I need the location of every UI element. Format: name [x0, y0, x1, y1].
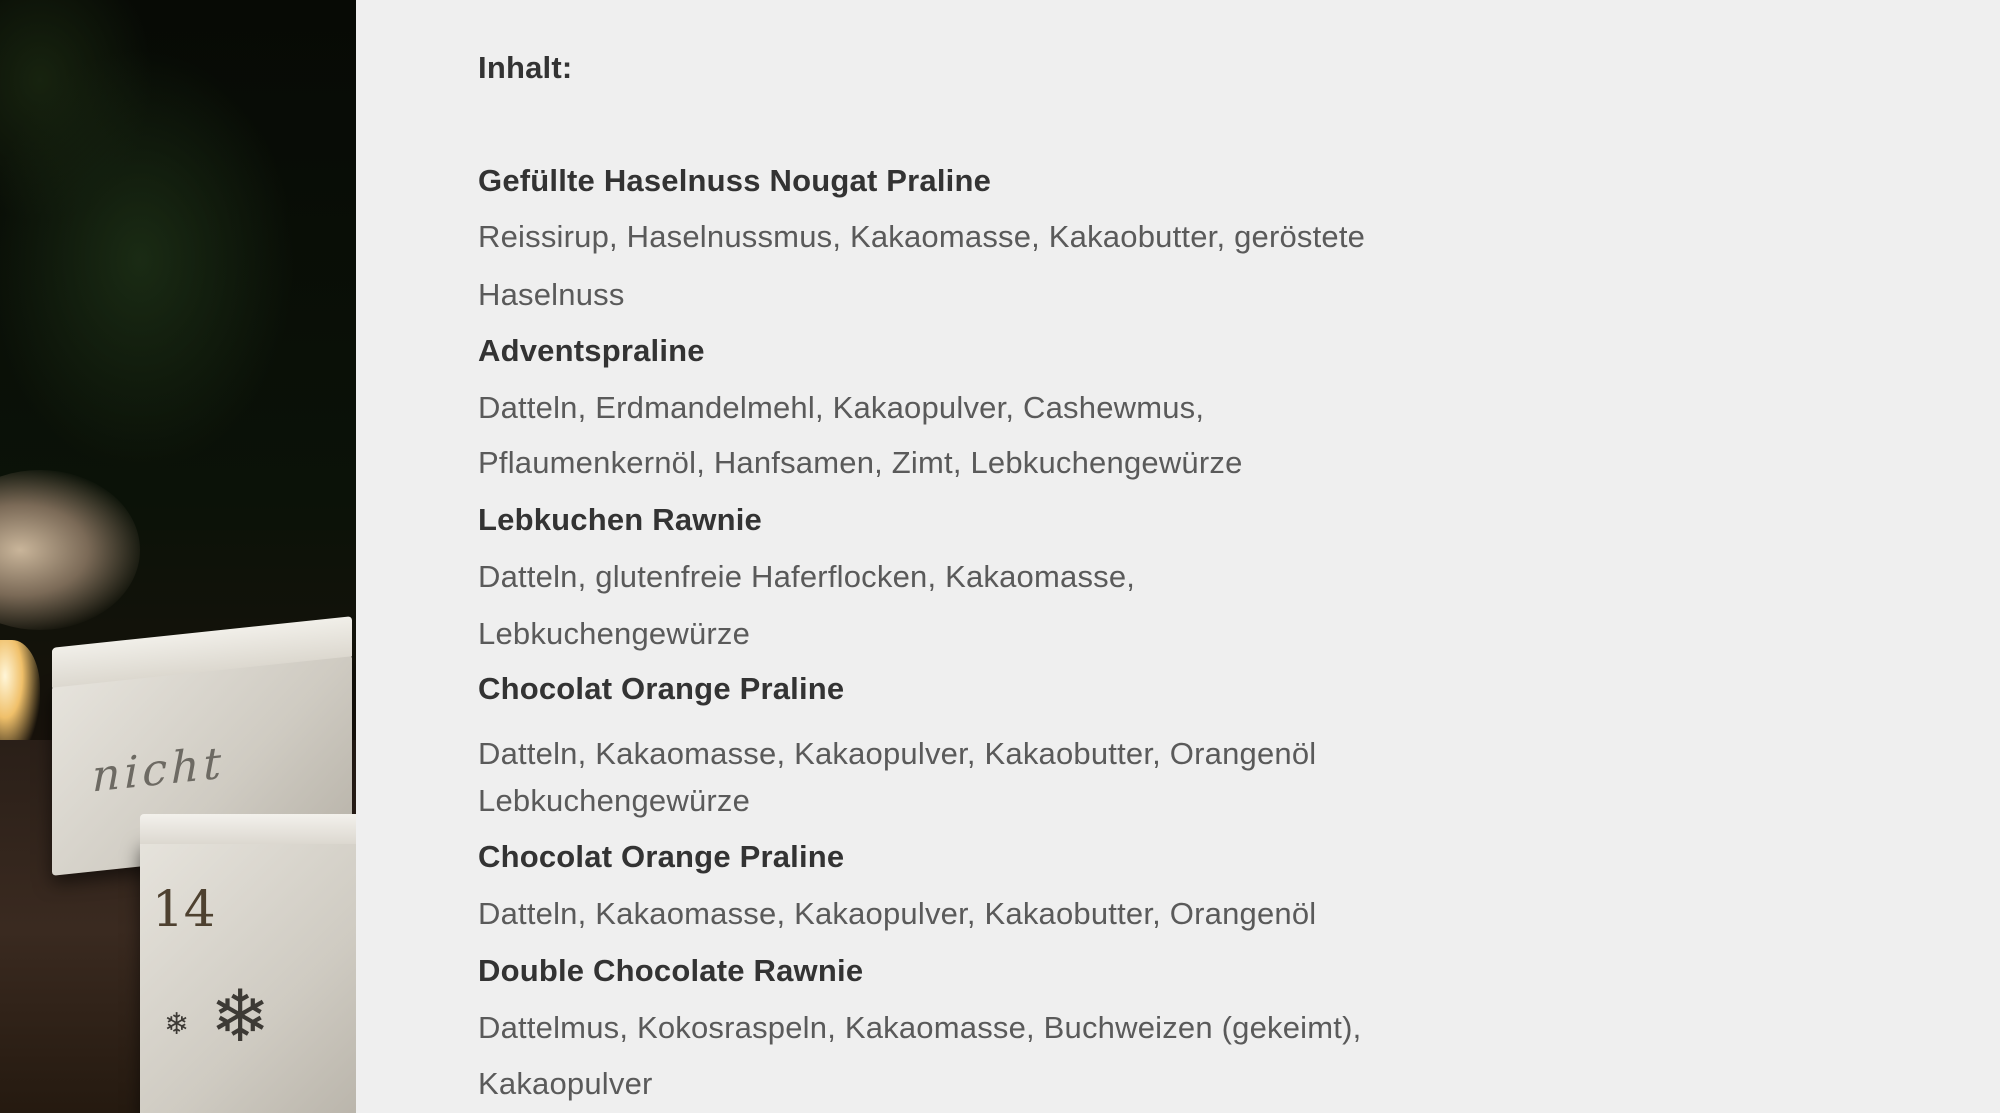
product-heading: Chocolat Orange Praline	[478, 671, 845, 706]
ingredients-line: Reissirup, Haselnussmus, Kakaomasse, Kakaobutter, geröstete	[478, 219, 1366, 254]
ingredients-line: Lebkuchengewürze	[478, 783, 751, 818]
product-heading: Gefüllte Haselnuss Nougat Praline	[478, 163, 992, 198]
product-photo	[0, 0, 356, 1113]
box-script-text: nicht	[92, 737, 226, 803]
ingredients-line: Datteln, Kakaomasse, Kakaopulver, Kakaobutter, Orangenöl	[478, 736, 1317, 771]
product-heading: Chocolat Orange Praline	[478, 839, 845, 874]
box-number: 14	[152, 880, 216, 938]
ingredients-line: Datteln, Kakaomasse, Kakaopulver, Kakaobutter, Orangenöl	[478, 896, 1317, 931]
gift-box-front	[140, 840, 356, 1113]
ornament-glow	[0, 470, 140, 630]
ingredients-line: Kakaopulver	[478, 1066, 653, 1101]
contents-label: Inhalt:	[478, 50, 573, 85]
ingredients-line: Lebkuchengewürze	[478, 616, 751, 651]
snowflake-small-icon: ❄	[164, 1007, 190, 1042]
ingredients-line: Pflaumenkernöl, Hanfsamen, Zimt, Lebkuchengewürze	[478, 445, 1243, 480]
ingredients-line: Datteln, Erdmandelmehl, Kakaopulver, Cashewmus,	[478, 390, 1205, 425]
ingredients-line: Datteln, glutenfreie Haferflocken, Kakaomasse,	[478, 559, 1136, 594]
ingredients-line: Haselnuss	[478, 277, 625, 312]
ingredients-line: Dattelmus, Kokosraspeln, Kakaomasse, Buchweizen (gekeimt),	[478, 1010, 1362, 1045]
clipped-line-wrapper	[478, 730, 1578, 775]
product-heading: Double Chocolate Rawnie	[478, 953, 864, 988]
snowflake-icon: ❄	[210, 974, 271, 1058]
product-heading: Lebkuchen Rawnie	[478, 502, 762, 537]
product-heading: Adventspraline	[478, 333, 705, 368]
